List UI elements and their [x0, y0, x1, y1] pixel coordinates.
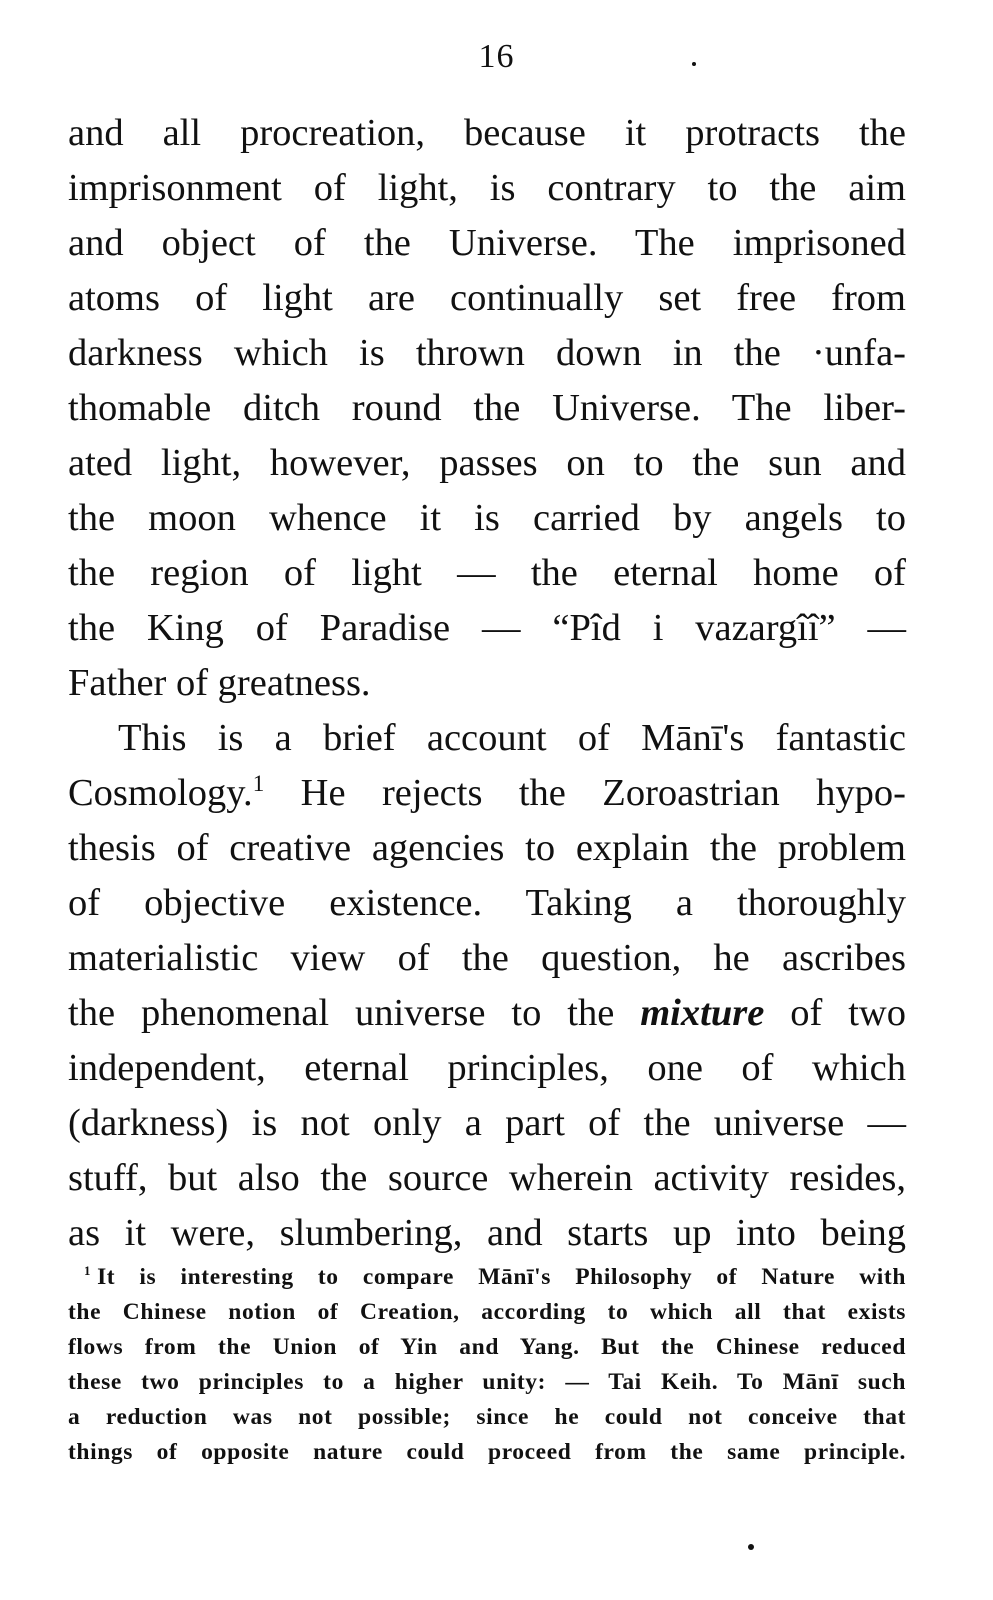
text-line: the King of Paradise — “Pîd i vazargîî” —	[68, 607, 906, 649]
text-line	[68, 766, 906, 821]
footnote-marker: 1	[84, 1263, 92, 1279]
text-fragment: Cosmology.	[68, 772, 253, 814]
footnote-line: flows from the Union of Yin and Yang. But the Chinese reduced	[68, 1334, 906, 1360]
text-line: as it were, slumbering, and starts up into being	[68, 1212, 906, 1254]
footnote-reference: 1	[252, 770, 265, 797]
text-line: independent, eternal principles, one of which	[68, 1047, 906, 1089]
footnote	[68, 1260, 906, 1470]
text-line: stuff, but also the source wherein activity resides,	[68, 1157, 906, 1199]
text-fragment: of two	[764, 992, 906, 1034]
footnote-line	[68, 1260, 906, 1295]
text-line: darkness which is thrown down in the ·unfa-	[68, 332, 906, 374]
text-line: and object of the Universe. The imprisoned	[68, 222, 906, 264]
speck	[692, 62, 696, 66]
text-line: the region of light — the eternal home of	[68, 552, 906, 594]
footnote-line: things of opposite nature could proceed from the same principle.	[68, 1439, 906, 1465]
text-line: This is a brief account of Mānī's fantastic	[118, 717, 906, 759]
text-line: materialistic view of the question, he ascribes	[68, 937, 906, 979]
text-line: ated light, however, passes on to the sun and	[68, 442, 906, 484]
text-fragment: He rejects the Zoroastrian hypo-	[264, 772, 906, 814]
text-line: thesis of creative agencies to explain the problem	[68, 827, 906, 869]
paragraph-1	[68, 106, 906, 711]
footnote-line: a reduction was not possible; since he could not conceive that	[68, 1404, 906, 1430]
footnote-line: these two principles to a higher unity: — Tai Keih. To Mānī such	[68, 1369, 906, 1395]
text-line: atoms of light are continually set free from	[68, 277, 906, 319]
text-line: (darkness) is not only a part of the universe —	[68, 1102, 906, 1144]
text-line	[68, 986, 906, 1041]
text-line: of objective existence. Taking a thoroughly	[68, 882, 906, 924]
footnote-text: It is interesting to compare Mānī's Philosophy of Nature with	[97, 1264, 906, 1290]
speck	[748, 1544, 754, 1550]
text-line: imprisonment of light, is contrary to the aim	[68, 167, 906, 209]
text-line: and all procreation, because it protracts the	[68, 112, 906, 154]
italic-word: mixture	[640, 992, 765, 1034]
paragraph-2	[68, 711, 906, 1261]
body-text	[68, 106, 906, 1261]
text-fragment: the phenomenal universe to the	[68, 992, 641, 1034]
page-number: 16	[478, 38, 515, 75]
text-line: Father of greatness.	[68, 662, 371, 704]
footnote-line: the Chinese notion of Creation, according to which all that exists	[68, 1299, 906, 1325]
text-line: thomable ditch round the Universe. The liber-	[68, 387, 906, 429]
text-line: the moon whence it is carried by angels to	[68, 497, 906, 539]
